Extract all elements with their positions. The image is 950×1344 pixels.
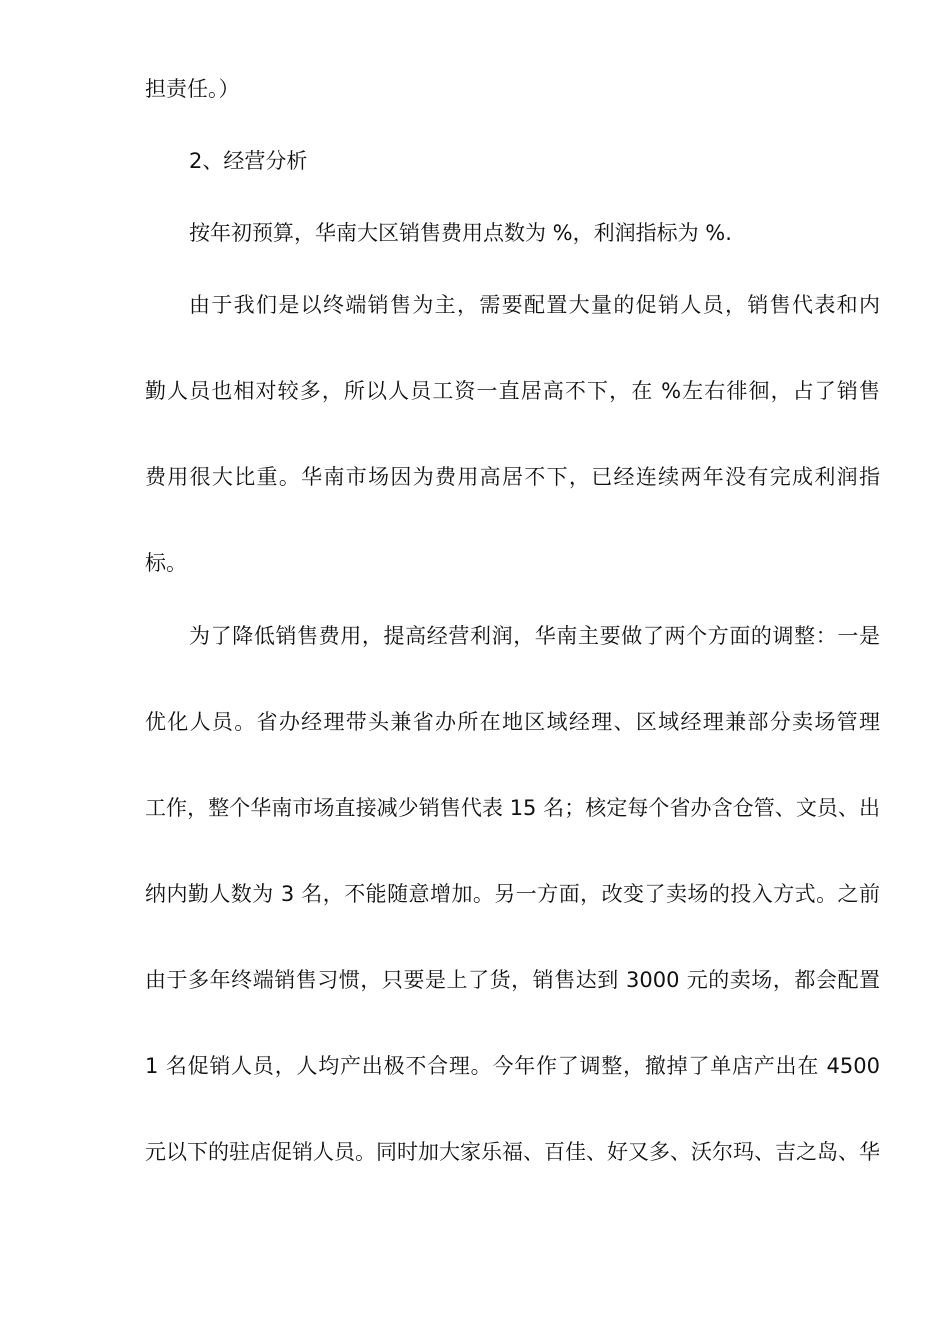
- text-line-paragraph-2-1: 为了降低销售费用，提高经营利润，华南主要做了两个方面的调整：一是: [189, 624, 880, 648]
- text-line-paragraph-2-6: 1 名促销人员，人均产出极不合理。今年作了调整，撤掉了单店产出在 4500: [145, 1054, 880, 1078]
- section-heading-business-analysis: 2、经营分析: [189, 149, 308, 173]
- text-line-paragraph-1-2: 勤人员也相对较多，所以人员工资一直居高不下，在 %左右徘徊，占了销售: [145, 379, 880, 403]
- text-line-paragraph-1-4: 标。: [145, 551, 187, 575]
- text-line-paragraph-2-4: 纳内勤人数为 3 名，不能随意增加。另一方面，改变了卖场的投入方式。之前: [145, 882, 880, 906]
- text-line-paragraph-2-5: 由于多年终端销售习惯，只要是上了货，销售达到 3000 元的卖场，都会配置: [145, 968, 880, 992]
- text-line-responsibility: 担责任。）: [145, 77, 240, 101]
- text-line-paragraph-2-2: 优化人员。省办经理带头兼省办所在地区域经理、区域经理兼部分卖场管理: [145, 710, 880, 734]
- text-line-paragraph-1-3: 费用很大比重。华南市场因为费用高居不下，已经连续两年没有完成利润指: [145, 465, 880, 489]
- text-line-paragraph-2-3: 工作，整个华南市场直接减少销售代表 15 名；核定每个省办含仓管、文员、出: [145, 796, 880, 820]
- text-line-paragraph-1-1: 由于我们是以终端销售为主，需要配置大量的促销人员，销售代表和内: [189, 293, 880, 317]
- text-line-budget: 按年初预算，华南大区销售费用点数为 %，利润指标为 %.: [189, 221, 732, 245]
- text-line-paragraph-2-7: 元以下的驻店促销人员。同时加大家乐福、百佳、好又多、沃尔玛、吉之岛、华: [145, 1140, 880, 1164]
